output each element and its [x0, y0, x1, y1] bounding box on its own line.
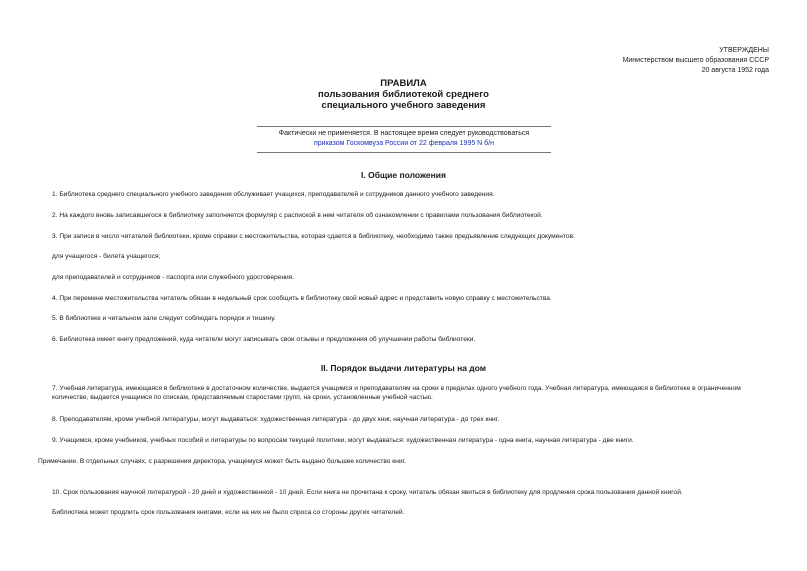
approval-line-1: УТВЕРЖДЕНЫ — [719, 47, 769, 54]
notice-top-divider — [257, 126, 551, 127]
section-2-heading: II. Порядок выдачи литературы на дом — [320, 363, 487, 373]
paragraph-7: 7. Учебная литература, имеющаяся в библиотеке в достаточном количестве, выдается учащимся и преподавателям на сроки в пределах одного учебного года. Учебная литература, имеющаяся в библиотеке в ограниченном количестве, выдается учащимся по спискам, представляемым старостами групп, на сроки, установленные учебной частью. — [52, 385, 741, 401]
notice-link[interactable]: приказом Госкомвуза России от 22 февраля 1995 N б/н — [313, 139, 495, 147]
title-line-3: специального учебного заведения — [321, 100, 486, 111]
paragraph-6: 6. Библиотека имеет книгу предложений, куда читатели могут записывать свои отзывы и предложения об улучшении работы библиотеки. — [52, 336, 476, 343]
paragraph-10: 10. Срок пользования научной литературой - 20 дней и художественной - 10 дней. Если книга не прочитана к сроку, читатель обязан явиться в библиотеку для продления срока пользования данной книгой. — [52, 489, 683, 496]
paragraph-2: 2. На каждого вновь записавшегося в библиотеку заполняется формуляр с распиской в нем читателя об ознакомлении с правилами пользования библиотекой. — [52, 212, 543, 219]
title-line-1: ПРАВИЛА — [380, 78, 427, 89]
paragraph-9: 9. Учащимся, кроме учебников, учебных пособий и литературы по вопросам текущей политики, могут выдаваться: художественная литература - одна книга, научная литература - две книги. — [52, 437, 634, 444]
document-title — [0, 78, 807, 111]
paragraph-8: 8. Преподавателям, кроме учебной литературы, могут выдаваться: художественная литература - до двух книг, научная литература - до трех книг. — [52, 416, 500, 423]
approval-line-3: 20 августа 1952 года — [701, 67, 769, 74]
paragraph-3-staff-doc: для преподавателей и сотрудников - паспорта или служебного удостоверения. — [52, 274, 295, 281]
paragraph-1: 1. Библиотека среднего специального учебного заведения обслуживает учащихся, преподавателей и сотрудников данного учебного заведения. — [52, 191, 495, 198]
status-notice — [257, 126, 551, 153]
paragraph-5: 5. В библиотеке и читальном зале следует соблюдать порядок и тишину. — [52, 315, 276, 322]
section-1-heading: I. Общие положения — [361, 170, 446, 180]
approval-block — [623, 46, 769, 76]
title-line-2: пользования библиотекой среднего — [318, 89, 489, 100]
note-paragraph: Примечание. В отдельных случаях, с разрешения директора, учащемуся может быть выдано большее количество книг. — [38, 458, 406, 465]
paragraph-3: 3. При записи в число читателей библиотеки, кроме справки с местожительства, которая сдается в библиотеку, необходимо также предъявление следующих документов: — [52, 233, 575, 240]
paragraph-11: Библиотека может продлить срок пользования книгами, если на них не было спроса со стороны других читателей. — [52, 509, 405, 516]
notice-bottom-divider — [257, 152, 551, 153]
paragraph-4: 4. При перемене местожительства читатель обязан в недельный срок сообщить в библиотеку свой новый адрес и представить новую справку с местожительства. — [52, 295, 552, 302]
approval-line-2: Министерством высшего образования СССР — [622, 57, 769, 64]
paragraph-3-student-doc: для учащегося - билета учащегося; — [52, 253, 161, 260]
notice-text: Фактически не применяется. В настоящее время следует руководствоваться — [278, 130, 530, 137]
